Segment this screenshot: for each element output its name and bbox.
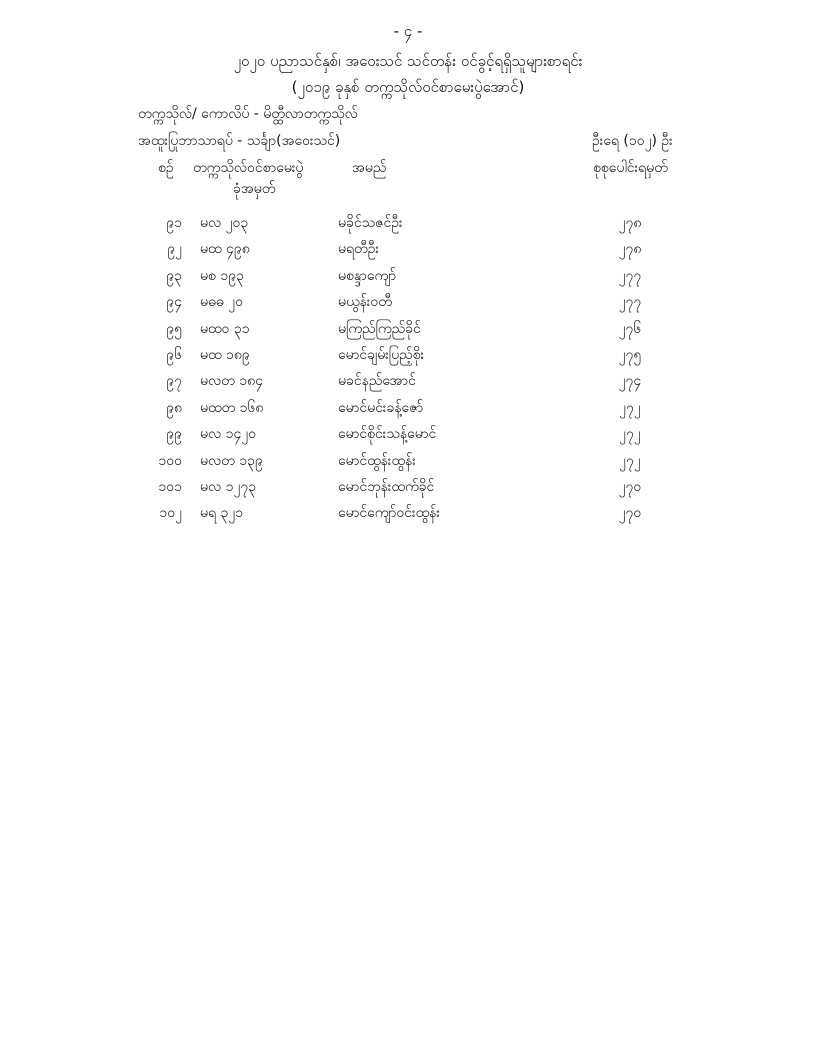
student-name: မောင်စိုင်းသန့်မောင် [338, 426, 437, 443]
column-header-roll-number-line2: ခုံအမှတ် [233, 181, 276, 197]
row-number: ၉၁ [166, 215, 182, 231]
roll-number: မစ ၁၉၃ [200, 267, 244, 284]
student-name: မခိုင်သဇင်ဦး [338, 215, 403, 231]
column-header-no: စဥ် [158, 160, 174, 176]
roll-number: မထတ ၁၆၈ [200, 399, 264, 416]
document-title: ၂၀၂၀ ပညာသင်နှစ်၊ အဝေးသင် သင်တန်း ဝင်ခွင့်ရရှိသူများစာရင်း [233, 52, 583, 70]
total-count: ဦးရေ (၁၀၂) ဦး [592, 133, 673, 149]
student-name: မောင်ကျော်ဝင်းထွန်း [338, 505, 440, 522]
row-number: ၉၈ [166, 399, 182, 416]
table-row [0, 473, 816, 499]
student-name: မောင်ဘုန်းထက်ခိုင် [338, 478, 435, 495]
table-row [0, 288, 816, 314]
roll-number: မရ ၃၂၁ [200, 505, 244, 522]
student-name: မောင်ချမ်းပြည့်စိုး [338, 346, 425, 363]
total-marks: ၂၇၀ [618, 478, 642, 495]
table-row [0, 235, 816, 261]
row-number: ၉၃ [166, 267, 182, 284]
row-number: ၉၄ [166, 294, 182, 311]
document-subtitle: (၂၀၁၉ ခုနှစ် တက္ကသိုလ်ဝင်စာမေးပွဲအောင်) [291, 78, 525, 96]
row-number: ၉၆ [166, 346, 182, 363]
roll-number: မဓဓ ၂၀ [200, 294, 243, 311]
column-header-roll-number: တက္ကသိုလ်ဝင်စာမေးပွဲ [193, 160, 304, 176]
student-name: မောင်မင်းခန့်ဇော် [338, 399, 424, 416]
row-number: ၉၂ [167, 241, 182, 258]
student-name: မကြည်ကြည်ခိုင် [338, 320, 421, 337]
total-marks: ၂၇၂ [619, 452, 641, 469]
exam-center-line: တက္ကသိုလ်/ ကောလိပ် - မိတ္ထီလာတက္ကသိုလ် [138, 106, 358, 122]
row-number: ၁၀၂ [159, 505, 182, 522]
roll-number: မထ ၄၉၈ [200, 241, 250, 258]
total-marks: ၂၇၈ [618, 215, 642, 231]
table-row [0, 262, 816, 288]
total-marks: ၂၇၄ [618, 373, 642, 390]
table-row [0, 499, 816, 525]
table-row [0, 447, 816, 473]
roll-number: မထ ၁၈၉ [200, 346, 250, 363]
table-row [0, 367, 816, 393]
department-line: အထူးပြုဘာသာရပ် - သင်္ချာ(အဝေးသင်) [138, 133, 341, 149]
row-number: ၁၀၁ [158, 478, 182, 495]
student-name: မရတီဦး [338, 241, 379, 258]
results-table [0, 209, 816, 526]
roll-number: မလ ၁၂၇၃ [200, 478, 257, 495]
table-row [0, 394, 816, 420]
total-marks: ၂၇၀ [618, 505, 642, 522]
column-header-name: အမည် [352, 160, 387, 176]
roll-number: မထဝ ၃၁ [200, 320, 250, 337]
student-name: မောင်ထွန်းထွန်း [338, 452, 416, 469]
page-number: - ၄ - [393, 22, 423, 40]
student-name: မခင်နည်အောင် [338, 373, 416, 390]
total-marks: ၂၇၂ [619, 399, 641, 416]
roll-number: မလတ ၁၃၉ [200, 452, 263, 469]
row-number: ၉၇ [166, 373, 182, 390]
roll-number: မလ ၂၀၃ [200, 215, 249, 231]
table-row [0, 420, 816, 446]
total-marks: ၂၇၂ [619, 426, 641, 443]
total-marks: ၂၇၅ [618, 346, 642, 363]
total-marks: ၂၇၆ [618, 320, 642, 337]
column-header-total-marks: စုစုပေါင်းရမှတ် [593, 160, 668, 176]
student-name: မယွန်းဝတီ [338, 294, 392, 311]
table-row [0, 315, 816, 341]
student-name: မစန္ဒာကျော် [338, 267, 397, 284]
total-marks: ၂၇၇ [618, 294, 642, 311]
table-row [0, 341, 816, 367]
row-number: ၉၉ [166, 426, 182, 443]
total-marks: ၂၇၈ [618, 241, 642, 258]
roll-number: မလတ ၁၈၄ [200, 373, 263, 390]
roll-number: မလ ၁၄၂၀ [200, 426, 257, 443]
total-marks: ၂၇၇ [618, 267, 642, 284]
row-number: ၁၀၀ [158, 452, 182, 469]
table-row [0, 209, 816, 235]
row-number: ၉၅ [166, 320, 182, 337]
